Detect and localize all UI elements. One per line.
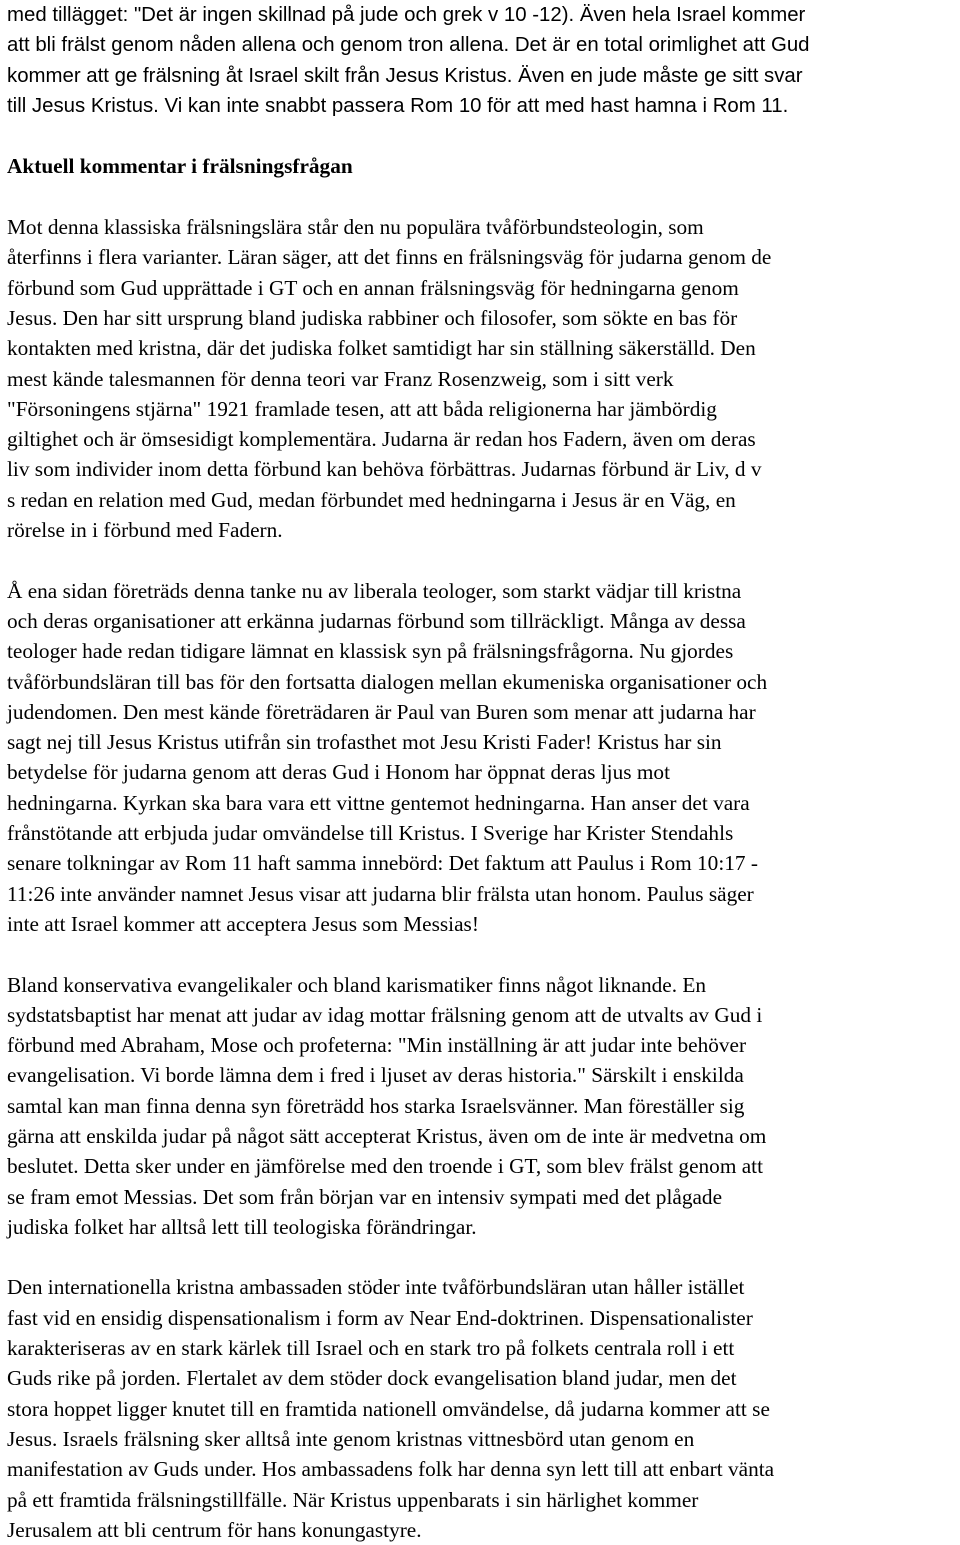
text-line: kommer att ge frälsning åt Israel skilt från Jesus Kristus. Även en jude måste ge sitt svar [7,64,803,87]
text-line: evangelisation. Vi borde lämna dem i fred i ljuset av deras historia." Särskilt i enskilda [7,1063,744,1088]
text-line: med tillägget: "Det är ingen skillnad på jude och grek v 10 -12). Även hela Israel kommer [7,4,806,26]
text-line: Jerusalem att bli centrum för hans konungastyre. [7,1517,422,1542]
text-line: rörelse in i förbund med Fadern. [7,518,283,543]
text-line: Guds rike på jorden. Flertalet av dem stöder dock evangelisation bland judar, men det [7,1366,737,1391]
text-line: betydelse för judarna genom att deras Gud i Honom har öppnat deras ljus mot [7,760,670,785]
paragraph-gap [7,182,955,212]
text-line: s redan en relation med Gud, medan förbundet med hedningarna i Jesus är en Väg, en [7,487,736,512]
text-line: karakteriseras av en stark kärlek till Israel och en stark tro på folkets centrala roll i ett [7,1336,735,1361]
text-line: teologer hade redan tidigare lämnat en klassisk syn på frälsningsfrågorna. Nu gjordes [7,639,734,664]
intro-paragraph [7,0,955,121]
paragraph-gap [7,121,955,151]
text-line: stora hoppet ligger knutet till en framtida nationell omvändelse, då judarna kommer att se [7,1396,770,1421]
text-line: tvåförbundsläran till bas för den fortsatta dialogen mellan ekumeniska organisationer och [7,669,768,694]
text-line: på ett framtida frälsningstillfälle. När Kristus uppenbarats i sin härlighet kommer [7,1487,699,1512]
text-line: inte att Israel kommer att acceptera Jesus som Messias! [7,911,479,936]
text-line: förbund som Gud upprättade i GT och en annan frälsningsväg för hedningarna genom [7,275,739,300]
text-line: giltighet och är ömsesidigt komplementära. Judarna är redan hos Fadern, även om deras [7,427,756,452]
paragraph-1 [7,212,955,545]
text-line: Mot denna klassiska frälsningslära står den nu populära tvåförbundsteologin, som [7,215,704,240]
text-line: hedningarna. Kyrkan ska bara vara ett vittne gentemot hedningarna. Han anser det vara [7,790,750,815]
paragraph-gap [7,1242,955,1272]
text-line: Den internationella kristna ambassaden stöder inte tvåförbundsläran utan håller istället [7,1275,745,1300]
text-line: samtal kan man finna denna syn företrädd hos starka Israelsvänner. Man föreställer sig [7,1093,745,1118]
text-line: senare tolkningar av Rom 11 haft samma innebörd: Det faktum att Paulus i Rom 10:17 - [7,851,758,876]
text-line: och deras organisationer att erkänna judarnas förbund som tillräckligt. Många av dessa [7,608,746,633]
paragraph-gap [7,545,955,575]
paragraph-gap [7,939,955,969]
text-line: "Försoningens stjärna" 1921 framlade tesen, att att båda religionerna har jämbördig [7,396,717,421]
text-line: Å ena sidan företräds denna tanke nu av liberala teologer, som starkt vädjar till kristna [7,578,742,603]
text-line: judiska folket har alltså lett till teologiska förändringar. [7,1214,477,1239]
text-line: frånstötande att erbjuda judar omvändelse till Kristus. I Sverige har Krister Stendahls [7,821,734,846]
text-line: judendomen. Den mest kände företrädaren är Paul van Buren som menar att judarna har [7,699,756,724]
text-line: mest kände talesmannen för denna teori var Franz Rosenzweig, som i sitt verk [7,366,674,391]
text-line: sagt nej till Jesus Kristus utifrån sin trofasthet mot Jesu Kristi Fader! Kristus har sin [7,730,722,755]
text-line: att bli frälst genom nåden allena och genom tron allena. Det är en total orimlighet att Gud [7,34,810,57]
text-line: manifestation av Guds under. Hos ambassadens folk har denna syn lett till att enbart vänta [7,1457,775,1482]
text-line: Bland konservativa evangelikaler och bland karismatiker finns något liknande. En [7,972,707,997]
section-heading: Aktuell kommentar i frälsningsfrågan [7,154,353,179]
text-line: beslutet. Detta sker under en jämförelse med den troende i GT, som blev frälst genom att [7,1154,763,1179]
paragraph-4 [7,1272,955,1545]
text-line: förbund med Abraham, Mose och profeterna: "Min inställning är att judar inte behöver [7,1033,747,1058]
document-page [7,0,955,1545]
paragraph-2 [7,576,955,940]
text-line: liv som individer inom detta förbund kan behöva förbättras. Judarnas förbund är Liv, d v [7,457,762,482]
text-line: Jesus. Den har sitt ursprung bland judiska rabbiner och filosofer, som sökte en bas för [7,305,738,330]
text-line: Jesus. Israels frälsning sker alltså inte genom kristnas vittnesbörd utan genom en [7,1426,695,1451]
text-line: se fram emot Messias. Det som från början var en intensiv sympati med det plågade [7,1184,723,1209]
text-line: 11:26 inte använder namnet Jesus visar att judarna blir frälsta utan honom. Paulus säger [7,881,754,906]
text-line: sydstatsbaptist har menat att judar av idag mottar frälsning genom att de utvalts av Gud i [7,1002,763,1027]
text-line: till Jesus Kristus. Vi kan inte snabbt passera Rom 10 för att med hast hamna i Rom 11. [7,94,789,117]
paragraph-3 [7,970,955,1243]
text-line: kontakten med kristna, där det judiska folket samtidigt har sin ställning säkerställd. Den [7,336,756,361]
text-line: återfinns i flera varianter. Läran säger, att det finns en frälsningsväg för judarna genom de [7,245,772,270]
text-line: gärna att enskilda judar på något sätt accepterat Kristus, även om de inte är medvetna om [7,1123,767,1148]
text-line: fast vid en ensidig dispensationalism i form av Near End-doktrinen. Dispensationalister [7,1305,753,1330]
